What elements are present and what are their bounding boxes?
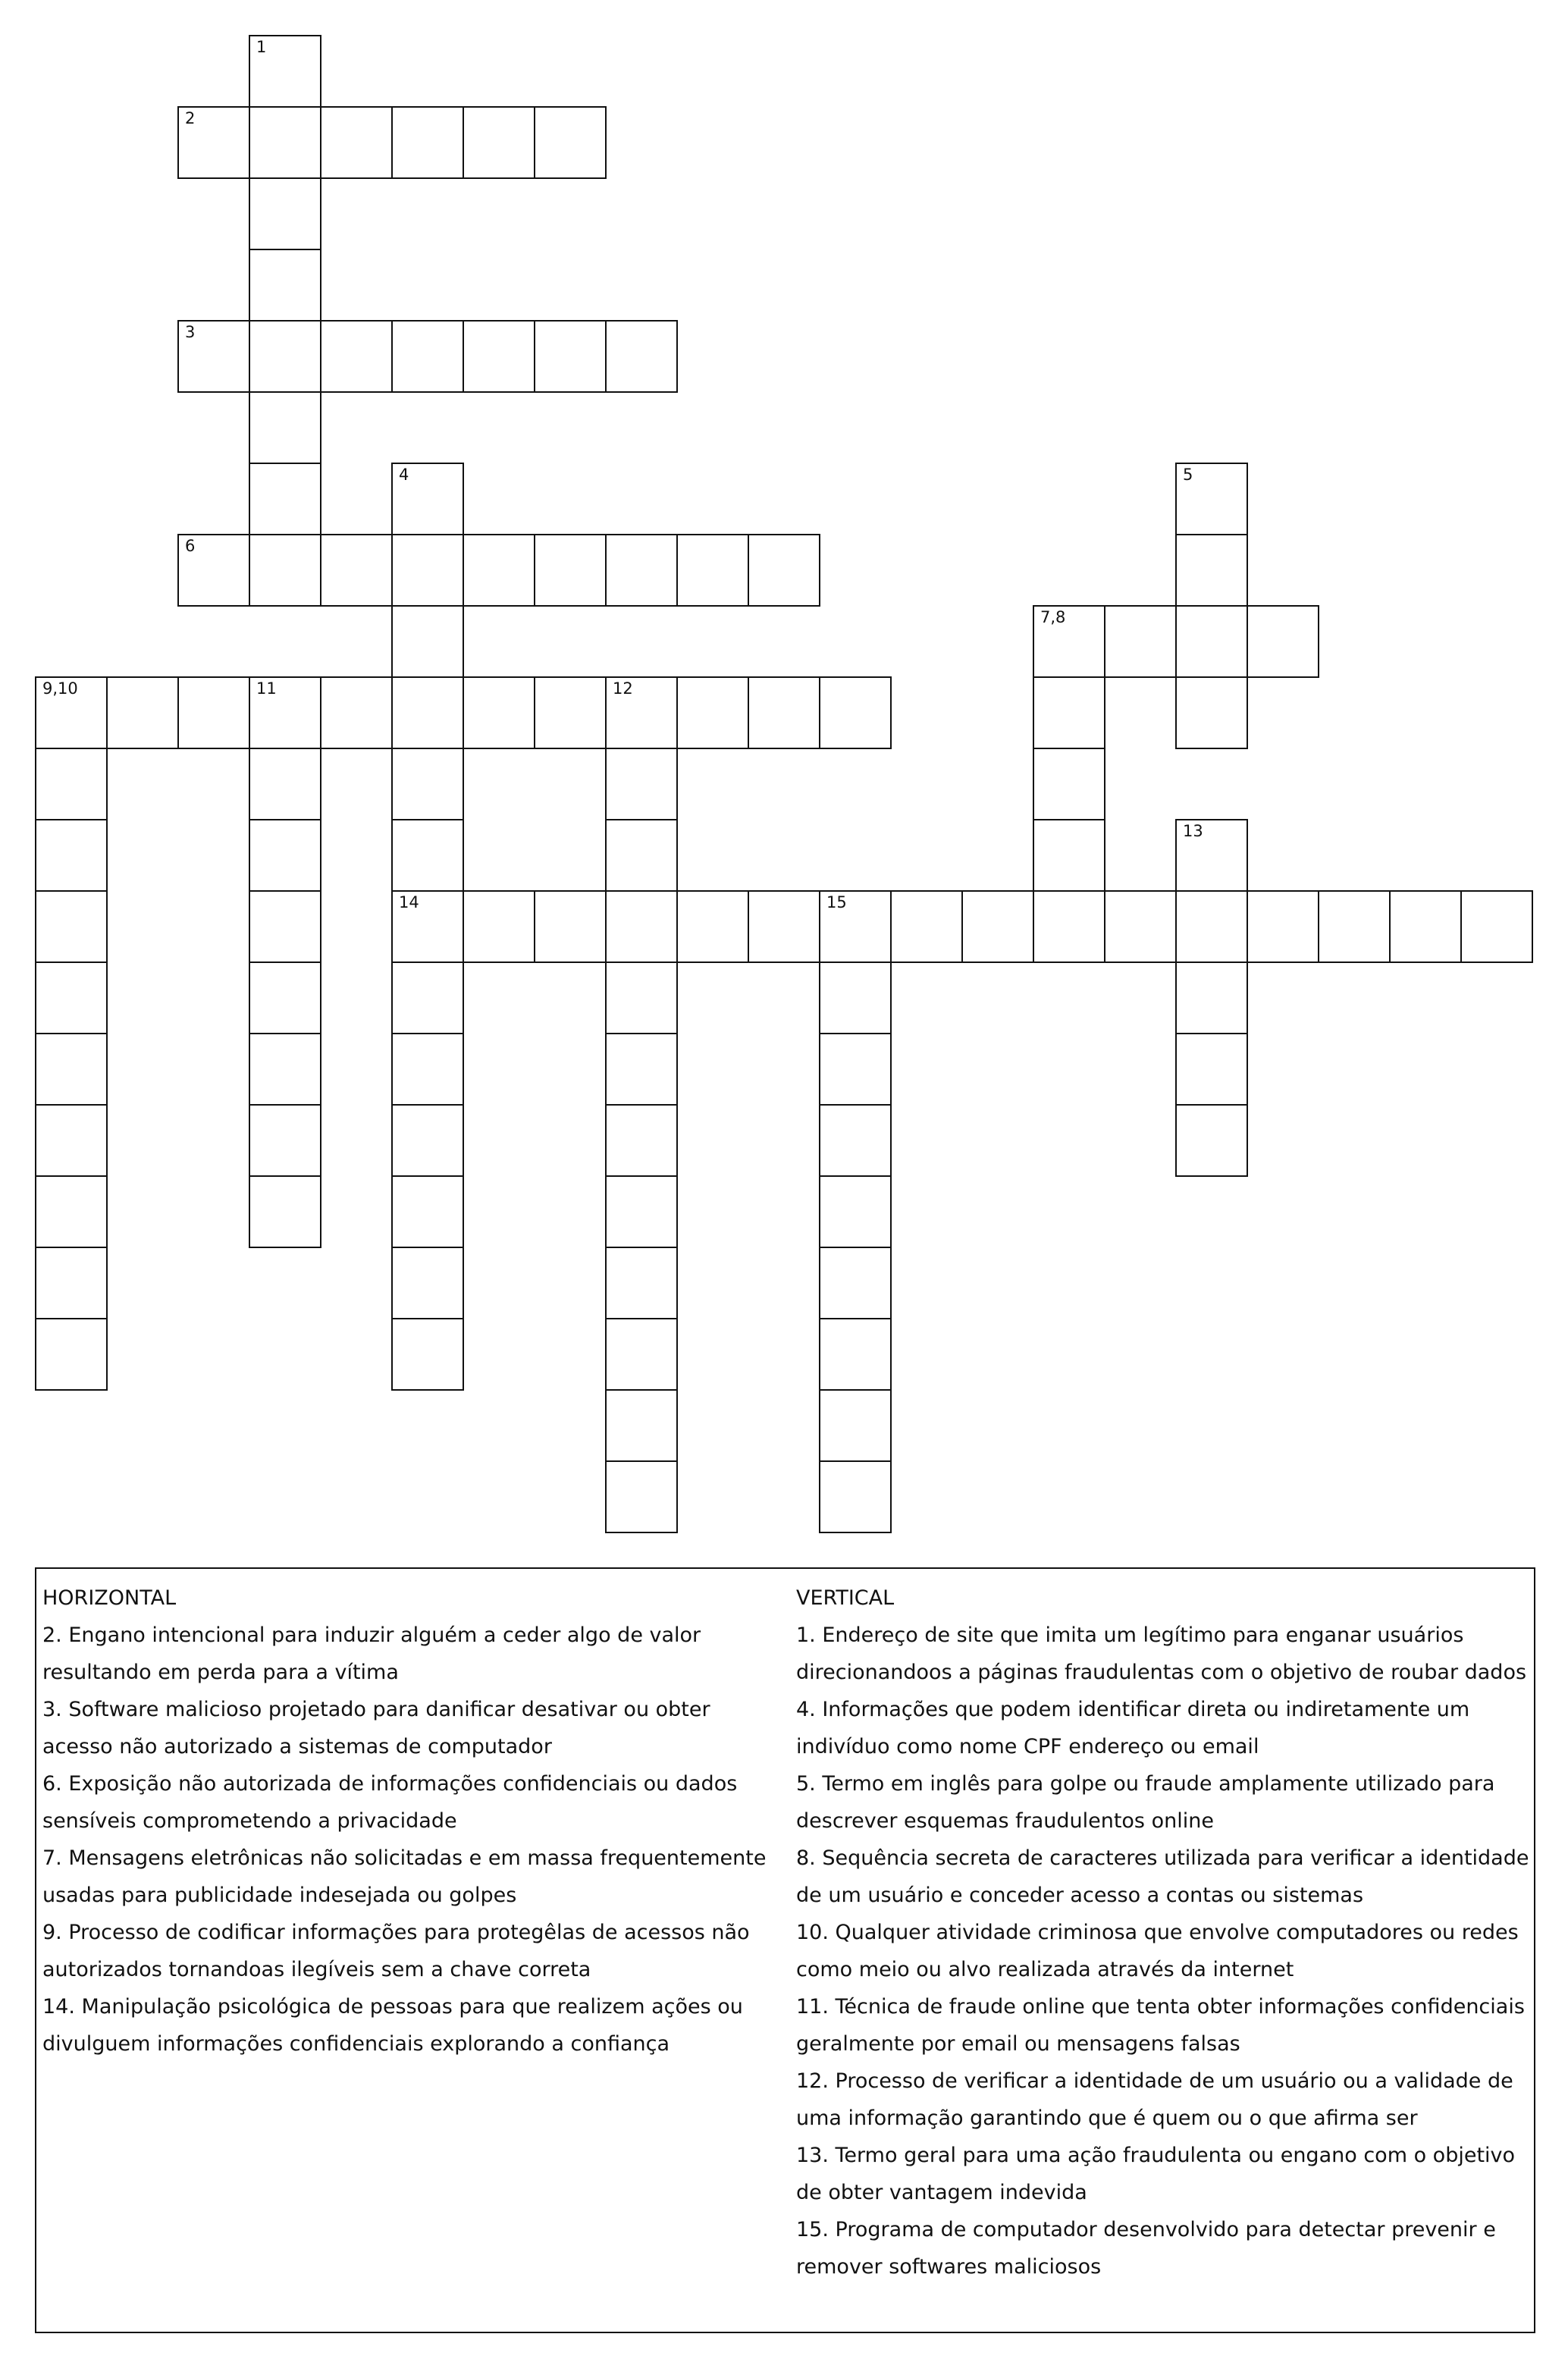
clue-line: usadas para publicidade indesejada ou golpes (42, 1884, 517, 1907)
grid-cell[interactable] (819, 961, 892, 1034)
clue-number: 5 (1183, 466, 1193, 484)
grid-cell[interactable] (463, 320, 535, 393)
vertical-title: VERTICAL (796, 1586, 895, 1610)
clue-line: remover softwares maliciosos (796, 2255, 1102, 2279)
clue-line: 5. Termo em inglês para golpe ou fraude amplamente utilizado para (796, 1772, 1495, 1796)
grid-cell[interactable] (177, 534, 250, 607)
clue-number: 3 (185, 323, 196, 341)
grid-cell[interactable] (391, 1318, 464, 1391)
clue-line: 6. Exposição não autorizada de informações confidenciais ou dados (42, 1772, 738, 1796)
grid-cell[interactable] (605, 1318, 678, 1391)
clue-line: 4. Informações que podem identificar direta ou indiretamente um (796, 1698, 1470, 1721)
grid-cell[interactable] (676, 534, 749, 607)
grid-cell[interactable] (177, 106, 250, 179)
clue-line: geralmente por email ou mensagens falsas (796, 2032, 1240, 2056)
clue-line: acesso não autorizado a sistemas de computador (42, 1735, 552, 1758)
grid-cell[interactable] (249, 177, 321, 250)
grid-cell[interactable] (605, 1247, 678, 1319)
grid-cell[interactable] (1033, 605, 1105, 678)
clue-line: de obter vantagem indevida (796, 2181, 1087, 2204)
clue-line: indivíduo como nome CPF endereço ou email (796, 1735, 1259, 1758)
grid-cell[interactable] (605, 534, 678, 607)
grid-cell[interactable] (249, 534, 321, 607)
clue-number: 6 (185, 537, 196, 555)
grid-cell[interactable] (177, 676, 250, 749)
grid-cell[interactable] (1175, 463, 1248, 535)
grid-cell[interactable] (249, 890, 321, 963)
grid-cell[interactable] (35, 1104, 108, 1177)
clue-number: 14 (399, 893, 419, 911)
grid-cell[interactable] (605, 1104, 678, 1177)
grid-cell[interactable] (320, 106, 393, 179)
clue-line: 11. Técnica de fraude online que tenta obter informações confidenciais (796, 1995, 1525, 2019)
clue-number: 2 (185, 109, 196, 127)
grid-cell[interactable] (748, 534, 820, 607)
grid-cell[interactable] (605, 890, 678, 963)
grid-cell[interactable] (1033, 819, 1105, 892)
clue-line: 12. Processo de verificar a identidade de um usuário ou a validade de (796, 2069, 1513, 2093)
grid-cell[interactable] (605, 1033, 678, 1106)
grid-cell[interactable] (676, 676, 749, 749)
grid-cell[interactable] (391, 320, 464, 393)
clue-number: 15 (826, 893, 847, 911)
clue-number: 12 (613, 679, 633, 698)
grid-cell[interactable] (35, 961, 108, 1034)
grid-cell[interactable] (391, 1104, 464, 1177)
clue-line: como meio ou alvo realizada através da internet (796, 1958, 1294, 1981)
grid-cell[interactable] (106, 676, 179, 749)
grid-cell[interactable] (35, 748, 108, 820)
grid-cell[interactable] (534, 676, 607, 749)
grid-cell[interactable] (391, 676, 464, 749)
grid-cell[interactable] (605, 676, 678, 749)
clue-line: 13. Termo geral para uma ação fraudulenta ou engano com o objetivo (796, 2144, 1516, 2167)
grid-cell[interactable] (249, 249, 321, 322)
grid-cell[interactable] (320, 534, 393, 607)
clue-line: 10. Qualquer atividade criminosa que envolve computadores ou redes (796, 1921, 1519, 1944)
grid-cell[interactable] (534, 890, 607, 963)
grid-cell[interactable] (1175, 961, 1248, 1034)
grid-cell[interactable] (819, 1318, 892, 1391)
clue-line: 7. Mensagens eletrônicas não solicitadas e em massa frequentemente (42, 1846, 767, 1870)
grid-cell[interactable] (1033, 748, 1105, 820)
grid-cell[interactable] (249, 35, 321, 108)
grid-cell[interactable] (249, 106, 321, 179)
grid-cell[interactable] (320, 320, 393, 393)
clue-number: 9,10 (42, 679, 78, 698)
grid-cell[interactable] (391, 106, 464, 179)
grid-cell[interactable] (534, 534, 607, 607)
grid-cell[interactable] (463, 106, 535, 179)
clue-line: 1. Endereço de site que imita um legítimo para enganar usuários (796, 1623, 1464, 1647)
grid-cell[interactable] (249, 1175, 321, 1248)
vertical-clues (796, 1579, 1533, 2285)
grid-cell[interactable] (391, 1247, 464, 1319)
clue-line: descrever esquemas fraudulentos online (796, 1809, 1214, 1833)
grid-cell[interactable] (35, 676, 108, 749)
grid-cell[interactable] (391, 748, 464, 820)
clue-line: divulguem informações confidenciais explorando a confiança (42, 2032, 670, 2056)
grid-cell[interactable] (819, 676, 892, 749)
grid-cell[interactable] (249, 748, 321, 820)
grid-cell[interactable] (748, 676, 820, 749)
grid-cell[interactable] (819, 1460, 892, 1533)
grid-cell[interactable] (605, 748, 678, 820)
clue-line: 9. Processo de codificar informações para protegêlas de acessos não (42, 1921, 750, 1944)
clue-number: 1 (256, 38, 267, 56)
grid-cell[interactable] (605, 819, 678, 892)
grid-cell[interactable] (605, 1460, 678, 1533)
grid-cell[interactable] (1175, 534, 1248, 607)
grid-cell[interactable] (391, 890, 464, 963)
clue-line: 15. Programa de computador desenvolvido para detectar prevenir e (796, 2218, 1496, 2241)
grid-cell[interactable] (320, 676, 393, 749)
grid-cell[interactable] (605, 320, 678, 393)
grid-cell[interactable] (249, 819, 321, 892)
grid-cell[interactable] (819, 1389, 892, 1462)
grid-cell[interactable] (391, 605, 464, 678)
grid-cell[interactable] (1175, 890, 1248, 963)
grid-cell[interactable] (35, 1318, 108, 1391)
grid-cell[interactable] (1318, 890, 1391, 963)
grid-cell[interactable] (249, 1033, 321, 1106)
horizontal-clues (42, 1579, 770, 2063)
grid-cell[interactable] (1247, 605, 1319, 678)
grid-cell[interactable] (249, 961, 321, 1034)
grid-cell[interactable] (391, 819, 464, 892)
clue-number: 7,8 (1040, 608, 1066, 626)
grid-cell[interactable] (890, 890, 963, 963)
clue-line: 3. Software malicioso projetado para danificar desativar ou obter (42, 1698, 710, 1721)
grid-cell[interactable] (249, 391, 321, 464)
clue-line: resultando em perda para a vítima (42, 1661, 399, 1684)
grid-cell[interactable] (249, 1104, 321, 1177)
grid-cell[interactable] (391, 1033, 464, 1106)
grid-cell[interactable] (463, 890, 535, 963)
grid-cell[interactable] (676, 890, 749, 963)
grid-cell[interactable] (819, 890, 892, 963)
grid-cell[interactable] (1104, 605, 1177, 678)
grid-cell[interactable] (819, 1033, 892, 1106)
clue-number: 13 (1183, 822, 1203, 840)
grid-cell[interactable] (534, 320, 607, 393)
grid-cell[interactable] (1033, 676, 1105, 749)
grid-cell[interactable] (819, 1104, 892, 1177)
grid-cell[interactable] (1104, 890, 1177, 963)
grid-cell[interactable] (391, 463, 464, 535)
grid-cell[interactable] (605, 1389, 678, 1462)
grid-cell[interactable] (35, 1033, 108, 1106)
clue-line: de um usuário e conceder acesso a contas ou sistemas (796, 1884, 1364, 1907)
grid-cell[interactable] (1175, 1033, 1248, 1106)
clue-line: direcionandoos a páginas fraudulentas com o objetivo de roubar dados (796, 1661, 1527, 1684)
grid-cell[interactable] (249, 676, 321, 749)
clues-box (35, 1567, 1535, 2333)
grid-cell[interactable] (1460, 890, 1533, 963)
grid-cell[interactable] (1175, 819, 1248, 892)
grid-cell[interactable] (1175, 676, 1248, 749)
grid-cell[interactable] (819, 1247, 892, 1319)
clue-line: uma informação garantindo que é quem ou o que afirma ser (796, 2106, 1418, 2130)
grid-cell[interactable] (1389, 890, 1462, 963)
grid-cell[interactable] (748, 890, 820, 963)
grid-cell[interactable] (605, 1175, 678, 1248)
clue-number: 11 (256, 679, 277, 698)
grid-cell[interactable] (249, 320, 321, 393)
clue-line: 8. Sequência secreta de caracteres utilizada para verificar a identidade (796, 1846, 1529, 1870)
horizontal-title: HORIZONTAL (42, 1586, 177, 1610)
grid-cell[interactable] (463, 676, 535, 749)
grid-cell[interactable] (1033, 890, 1105, 963)
grid-cell[interactable] (1175, 605, 1248, 678)
grid-cell[interactable] (177, 320, 250, 393)
grid-cell[interactable] (1247, 890, 1319, 963)
grid-cell[interactable] (1175, 1104, 1248, 1177)
grid-cell[interactable] (961, 890, 1034, 963)
clue-number: 4 (399, 466, 409, 484)
clue-line: autorizados tornandoas ilegíveis sem a chave correta (42, 1958, 591, 1981)
grid-cell[interactable] (35, 1247, 108, 1319)
grid-cell[interactable] (605, 961, 678, 1034)
grid-cell[interactable] (463, 534, 535, 607)
clue-line: 14. Manipulação psicológica de pessoas para que realizem ações ou (42, 1995, 743, 2019)
grid-cell[interactable] (819, 1175, 892, 1248)
clue-line: 2. Engano intencional para induzir alguém a ceder algo de valor (42, 1623, 701, 1647)
grid-cell[interactable] (249, 463, 321, 535)
grid-cell[interactable] (35, 1175, 108, 1248)
clue-line: sensíveis comprometendo a privacidade (42, 1809, 457, 1833)
grid-cell[interactable] (35, 890, 108, 963)
grid-cell[interactable] (391, 1175, 464, 1248)
grid-cell[interactable] (534, 106, 607, 179)
grid-cell[interactable] (35, 819, 108, 892)
grid-cell[interactable] (391, 961, 464, 1034)
grid-cell[interactable] (391, 534, 464, 607)
